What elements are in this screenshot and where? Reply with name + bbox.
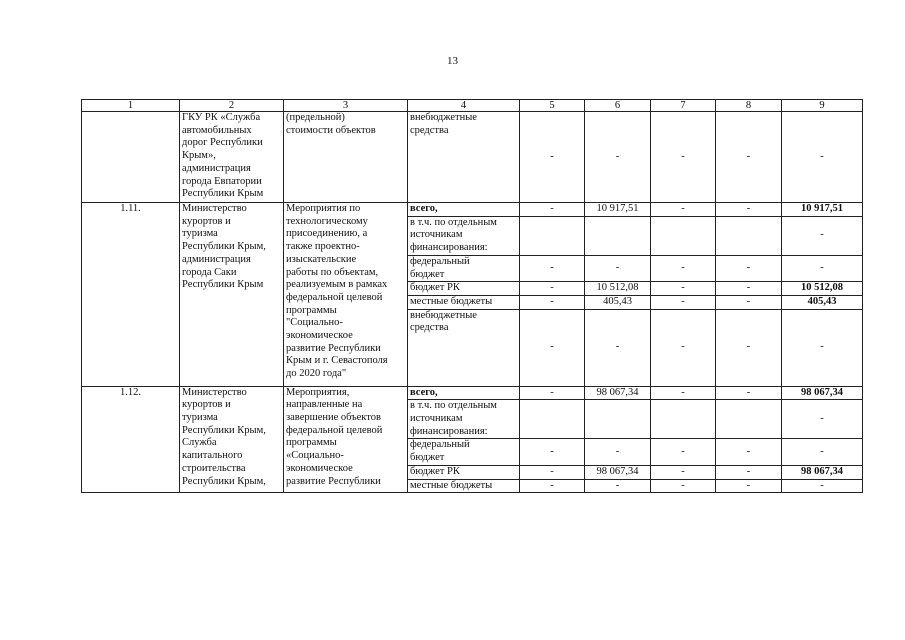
value-cell: 10 512,08: [782, 282, 863, 296]
value-cell: -: [716, 255, 782, 281]
value-cell: -: [520, 479, 585, 493]
value-cell: -: [651, 386, 716, 400]
executor-cell: ГКУ РК «Служба автомобильных дорог Республики Крым», администрация города Евпатории Республики Крым: [180, 112, 284, 203]
value-cell: -: [520, 112, 585, 203]
value-cell: -: [651, 295, 716, 309]
value-cell: -: [520, 203, 585, 217]
source-label: местные бюджеты: [408, 295, 520, 309]
value-cell: -: [716, 112, 782, 203]
source-label: в т.ч. по отдельным источникам финансирования:: [408, 400, 520, 439]
value-cell: [716, 216, 782, 255]
header-cell: 5: [520, 100, 585, 112]
header-cell: 3: [284, 100, 408, 112]
value-cell: 10 917,51: [782, 203, 863, 217]
source-label: в т.ч. по отдельным источникам финансирования:: [408, 216, 520, 255]
table-row: [82, 203, 863, 217]
value-cell: 98 067,34: [585, 465, 651, 479]
value-cell: [520, 216, 585, 255]
value-cell: -: [651, 203, 716, 217]
value-cell: -: [716, 479, 782, 493]
value-cell: -: [782, 439, 863, 465]
table-row: [82, 112, 863, 203]
value-cell: -: [520, 465, 585, 479]
value-cell: -: [520, 439, 585, 465]
header-cell: 2: [180, 100, 284, 112]
value-cell: -: [520, 295, 585, 309]
source-label: федеральный бюджет: [408, 255, 520, 281]
value-cell: -: [716, 439, 782, 465]
value-cell: -: [520, 309, 585, 386]
value-cell: -: [782, 112, 863, 203]
header-cell: 9: [782, 100, 863, 112]
header-cell: 8: [716, 100, 782, 112]
source-label: внебюджетные средства: [408, 309, 520, 386]
value-cell: [716, 400, 782, 439]
event-cell: (предельной) стоимости объектов: [284, 112, 408, 203]
value-cell: 10 917,51: [585, 203, 651, 217]
source-label: бюджет РК: [408, 465, 520, 479]
value-cell: -: [782, 309, 863, 386]
value-cell: -: [520, 255, 585, 281]
value-cell: -: [585, 112, 651, 203]
source-label: внебюджетные средства: [408, 112, 520, 203]
value-cell: -: [782, 216, 863, 255]
executor-cell: Министерство курортов и туризма Республики Крым, Служба капитального строительства Республики Крым,: [180, 386, 284, 493]
financing-table: [81, 99, 863, 493]
value-cell: -: [716, 203, 782, 217]
value-cell: -: [585, 309, 651, 386]
value-cell: -: [716, 386, 782, 400]
value-cell: 98 067,34: [782, 465, 863, 479]
value-cell: -: [585, 439, 651, 465]
value-cell: -: [585, 479, 651, 493]
header-cell: 6: [585, 100, 651, 112]
value-cell: -: [782, 479, 863, 493]
executor-cell: Министерство курортов и туризма Республики Крым, администрация города Саки Республики Крым: [180, 203, 284, 387]
value-cell: -: [782, 400, 863, 439]
value-cell: -: [651, 479, 716, 493]
value-cell: -: [716, 295, 782, 309]
header-cell: 1: [82, 100, 180, 112]
value-cell: -: [520, 386, 585, 400]
value-cell: -: [716, 465, 782, 479]
value-cell: 98 067,34: [585, 386, 651, 400]
value-cell: -: [651, 255, 716, 281]
value-cell: [651, 216, 716, 255]
value-cell: [585, 216, 651, 255]
value-cell: -: [585, 255, 651, 281]
value-cell: -: [651, 112, 716, 203]
value-cell: -: [651, 465, 716, 479]
value-cell: [651, 400, 716, 439]
value-cell: 405,43: [782, 295, 863, 309]
row-number: 1.12.: [82, 386, 180, 493]
value-cell: 405,43: [585, 295, 651, 309]
value-cell: [520, 400, 585, 439]
value-cell: 10 512,08: [585, 282, 651, 296]
source-label: местные бюджеты: [408, 479, 520, 493]
source-label: федеральный бюджет: [408, 439, 520, 465]
value-cell: 98 067,34: [782, 386, 863, 400]
page-number: 13: [447, 55, 458, 67]
value-cell: -: [782, 255, 863, 281]
source-label: бюджет РК: [408, 282, 520, 296]
source-label: всего,: [408, 203, 520, 217]
table-row: [82, 386, 863, 400]
value-cell: -: [520, 282, 585, 296]
header-row: [82, 100, 863, 112]
value-cell: -: [651, 439, 716, 465]
event-cell: Мероприятия по технологическому присоединению, а также проектно- изыскательские работы по объектам, реализуемым в рамках федеральной целевой программы "Социально- экономическое развитие Республики Крым и г. Севастополя до 2020 года": [284, 203, 408, 387]
value-cell: -: [716, 282, 782, 296]
value-cell: -: [651, 309, 716, 386]
source-label: всего,: [408, 386, 520, 400]
value-cell: [585, 400, 651, 439]
value-cell: -: [716, 309, 782, 386]
header-cell: 4: [408, 100, 520, 112]
header-cell: 7: [651, 100, 716, 112]
value-cell: -: [651, 282, 716, 296]
event-cell: Мероприятия, направленные на завершение объектов федеральной целевой программы «Социально- экономическое развитие Республики: [284, 386, 408, 493]
row-number: 1.11.: [82, 203, 180, 387]
